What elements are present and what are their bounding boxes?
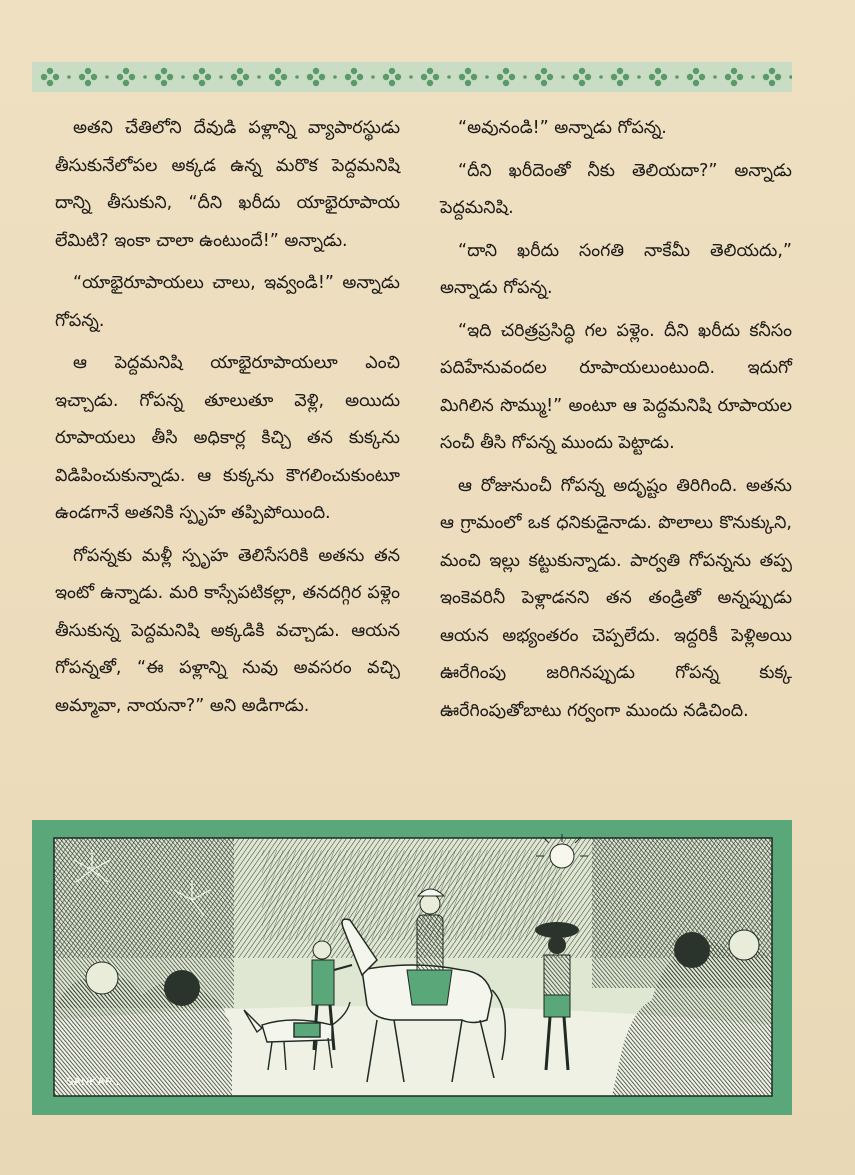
lantern-icon bbox=[550, 844, 574, 868]
paragraph: “దాని ఖరీదు సంగతి నాకేమీ తెలియదు,” అన్నాడు గోపన్న. bbox=[440, 240, 792, 298]
ornament-motif-icon bbox=[573, 68, 603, 86]
ornament-motif-icon bbox=[611, 68, 641, 86]
decorative-border-band bbox=[32, 62, 792, 92]
ornament-row-icon bbox=[32, 62, 792, 92]
ornament-motif-icon bbox=[725, 68, 755, 86]
temple-facade bbox=[262, 850, 562, 940]
wedding-procession-illustration bbox=[32, 820, 792, 1115]
ornament-motif-icon bbox=[117, 68, 147, 86]
ornament-motif-icon bbox=[421, 68, 451, 86]
ornament-motif-icon bbox=[763, 68, 792, 86]
ornament-motif-icon bbox=[383, 68, 413, 86]
ornament-motif-icon bbox=[345, 68, 375, 86]
paragraph: “అవునండి!” అన్నాడు గోపన్న. bbox=[458, 118, 667, 138]
left-text-column bbox=[55, 110, 400, 730]
ornament-motif-icon bbox=[269, 68, 299, 86]
ornament-motif-icon bbox=[535, 68, 565, 86]
ornament-motif-icon bbox=[41, 68, 71, 86]
ornament-motif-icon bbox=[155, 68, 185, 86]
right-text-column bbox=[440, 110, 792, 735]
paragraph: “యాభైరూపాయలు చాలు, ఇవ్వండి!” అన్నాడు గోపన్న. bbox=[55, 273, 400, 331]
paragraph: ఆ పెద్దమనిషి యాభైరూపాయలూ ఎంచి ఇచ్చాడు. గోపన్న తూలుతూ వెళ్లి, అయిదు రూపాయలు తీసి అధికార్ల కిచ్చి తన కుక్కను విడిపించుకున్నాడు. ఆ కుక్కను కౌగలించుకుంటూ ఉండగానే అతనికి స్పృహ తప్పిపోయింది. bbox=[55, 353, 400, 523]
ornament-motif-icon bbox=[687, 68, 717, 86]
paragraph: ఆ రోజునుంచీ గోపన్న అదృష్టం తిరిగింది. అతను ఆ గ్రామంలో ఒక ధనికుడైనాడు. పొలాలు కొనుక్కుని, మంచి ఇల్లు కట్టుకున్నాడు. పార్వతి గోపన్నను తప్ప ఇంకెవరినీ పెళ్లాడనని తన తండ్రితో అన్నప్పుడు ఆయన అభ్యంతరం చెప్పలేదు. ఇద్దరికీ పెళ్లిఅయి ఊరేగింపు జరిగినప్పుడు గోపన్న కుక్క ఊరేగింపుతోబాటు గర్వంగా ముందు నడిచింది. bbox=[440, 475, 792, 721]
paragraph: అతని చేతిలోని దేవుడి పళ్లాన్ని వ్యాపారస్థుడు తీసుకునేలోపల అక్కడ ఉన్న మరొక పెద్దమనిషి దాన్ని తీసుకుని, “దీని ఖరీదు యాభైరూపాయ లేమిటి? ఇంకా చాలా ఉంటుందే!” అన్నాడు. bbox=[55, 118, 400, 251]
paragraph: “దీని ఖరీదెంతో నీకు తెలియదా?” అన్నాడు పెద్దమనిషి. bbox=[440, 160, 792, 218]
paragraph: “ఇది చరిత్రప్రసిద్ధి గల పళ్లెం. దీని ఖరీదు కనీసం పదిహేనువందల రూపాయలుంటుంది. ఇదుగో మిగిలిన సొమ్ము!” అంటూ ఆ పెద్దమనిషి రూపాయల సంచీ తీసి గోపన్న ముందు పెట్టాడు. bbox=[440, 320, 792, 453]
ornament-motif-icon bbox=[649, 68, 679, 86]
procession-scene bbox=[32, 820, 792, 1115]
artist-signature: SANKAR.. bbox=[66, 1076, 120, 1088]
ornament-motif-icon bbox=[231, 68, 261, 86]
ornament-motif-icon bbox=[193, 68, 223, 86]
spectator-head bbox=[674, 932, 710, 968]
spectator-head bbox=[164, 970, 200, 1006]
spectator-head bbox=[729, 930, 759, 960]
ornament-motif-icon bbox=[497, 68, 527, 86]
ornament-motif-icon bbox=[79, 68, 109, 86]
ornament-motif-icon bbox=[307, 68, 337, 86]
spectator-head bbox=[86, 962, 118, 994]
paragraph: గోపన్నకు మళ్లీ స్పృహ తెలిసేసరికి అతను తన ఇంటో ఉన్నాడు. మరి కాస్సేపటికల్లా, తనదగ్గిర పళ్లెం తీసుకున్న పెద్దమనిషి అక్కడికి వచ్చాడు. ఆయన గోపన్నతో, “ఈ పళ్లాన్ని నువు అవసరం వచ్చి అమ్మావా, నాయనా?” అని అడిగాడు. bbox=[55, 545, 400, 716]
ornament-motif-icon bbox=[459, 68, 489, 86]
